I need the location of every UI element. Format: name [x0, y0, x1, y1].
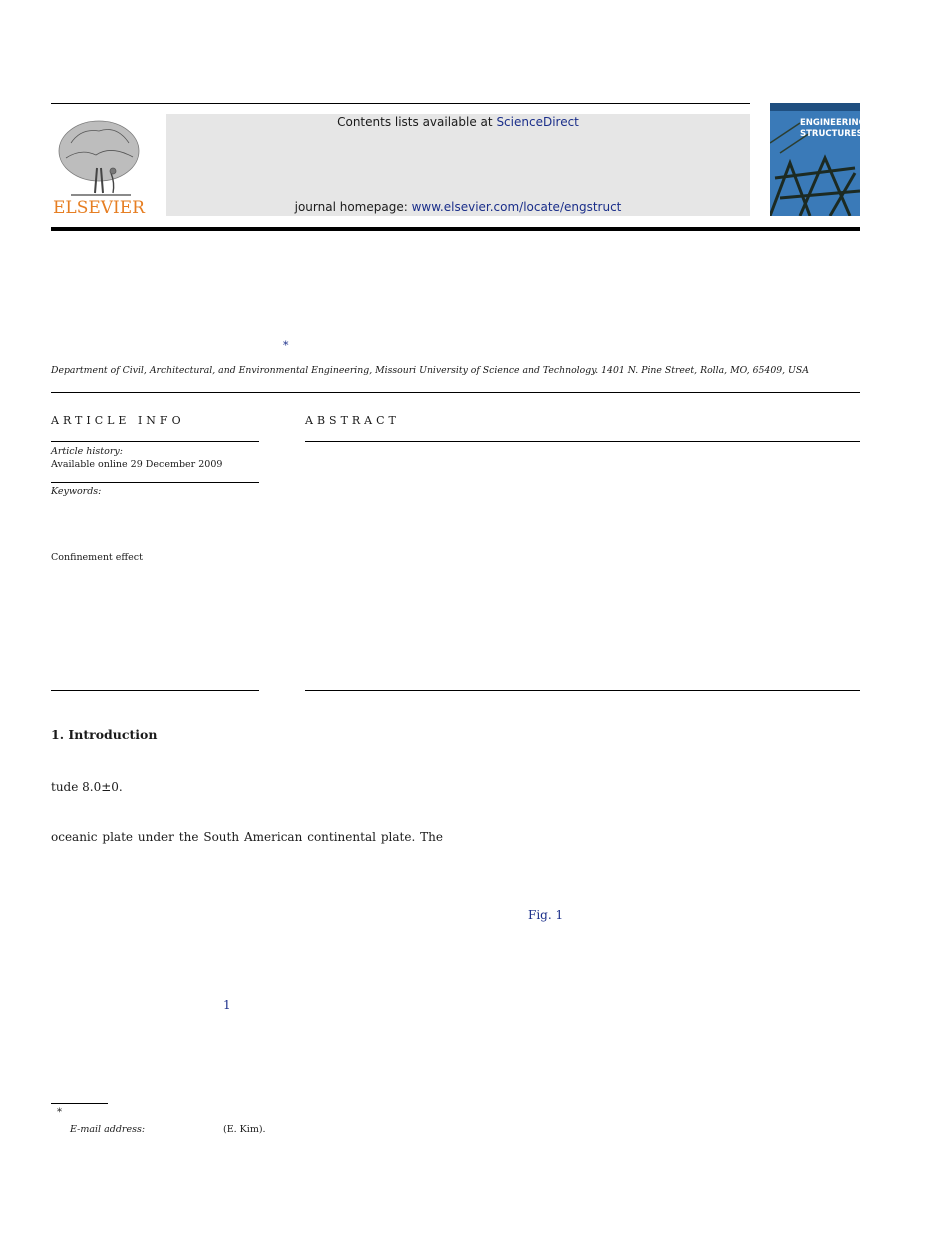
abstract-rule-top [305, 441, 860, 442]
citation-1-link[interactable]: 1 [223, 998, 231, 1012]
article-info-rule-top [51, 441, 259, 442]
article-info-rule-mid [51, 482, 259, 483]
header-thick-rule [51, 227, 860, 231]
footnote-rule [51, 1103, 108, 1104]
header-top-rule [51, 103, 750, 104]
homepage-prefix: journal homepage: [294, 200, 412, 214]
corresponding-author-mark[interactable]: * [283, 339, 289, 352]
abstract-heading: ABSTRACT [305, 414, 400, 427]
sciencedirect-link[interactable]: ScienceDirect [496, 115, 579, 129]
cover-title-line2: STRUCTURES [800, 129, 863, 139]
affiliation-rule [51, 392, 860, 393]
homepage-line [166, 200, 750, 214]
publisher-wordmark: ELSEVIER [53, 198, 145, 218]
intro-line-magnitude: tude 8.0±0. [51, 780, 123, 794]
footnote-email-label: E-mail address: [70, 1124, 146, 1135]
footnote-mark: * [57, 1107, 62, 1118]
keywords-label: Keywords: [51, 486, 102, 497]
cover-title [800, 118, 866, 140]
figure-1-link[interactable]: Fig. 1 [528, 908, 564, 922]
contents-line [166, 115, 750, 129]
article-info-rule-bottom [51, 690, 259, 691]
article-info-heading: ARTICLE INFO [51, 414, 185, 427]
abstract-rule-bottom [305, 690, 860, 691]
article-history-value: Available online 29 December 2009 [51, 459, 223, 470]
article-history-label: Article history: [51, 446, 123, 457]
affiliation: Department of Civil, Architectural, and Environmental Engineering, Missouri University of Science and Technology. 1401 N. Pine Street, Rolla, MO, 65409, USA [51, 365, 809, 376]
cover-title-line1: ENGINEERING [800, 118, 866, 128]
introduction-heading: 1. Introduction [51, 727, 158, 742]
intro-line-oceanic: oceanic plate under the South American continental plate. The [51, 830, 443, 844]
contents-prefix: Contents lists available at [337, 115, 497, 129]
footnote-author-name: (E. Kim). [223, 1124, 266, 1135]
journal-homepage-link[interactable]: www.elsevier.com/locate/engstruct [411, 200, 622, 214]
keyword-item: Confinement effect [51, 552, 143, 563]
